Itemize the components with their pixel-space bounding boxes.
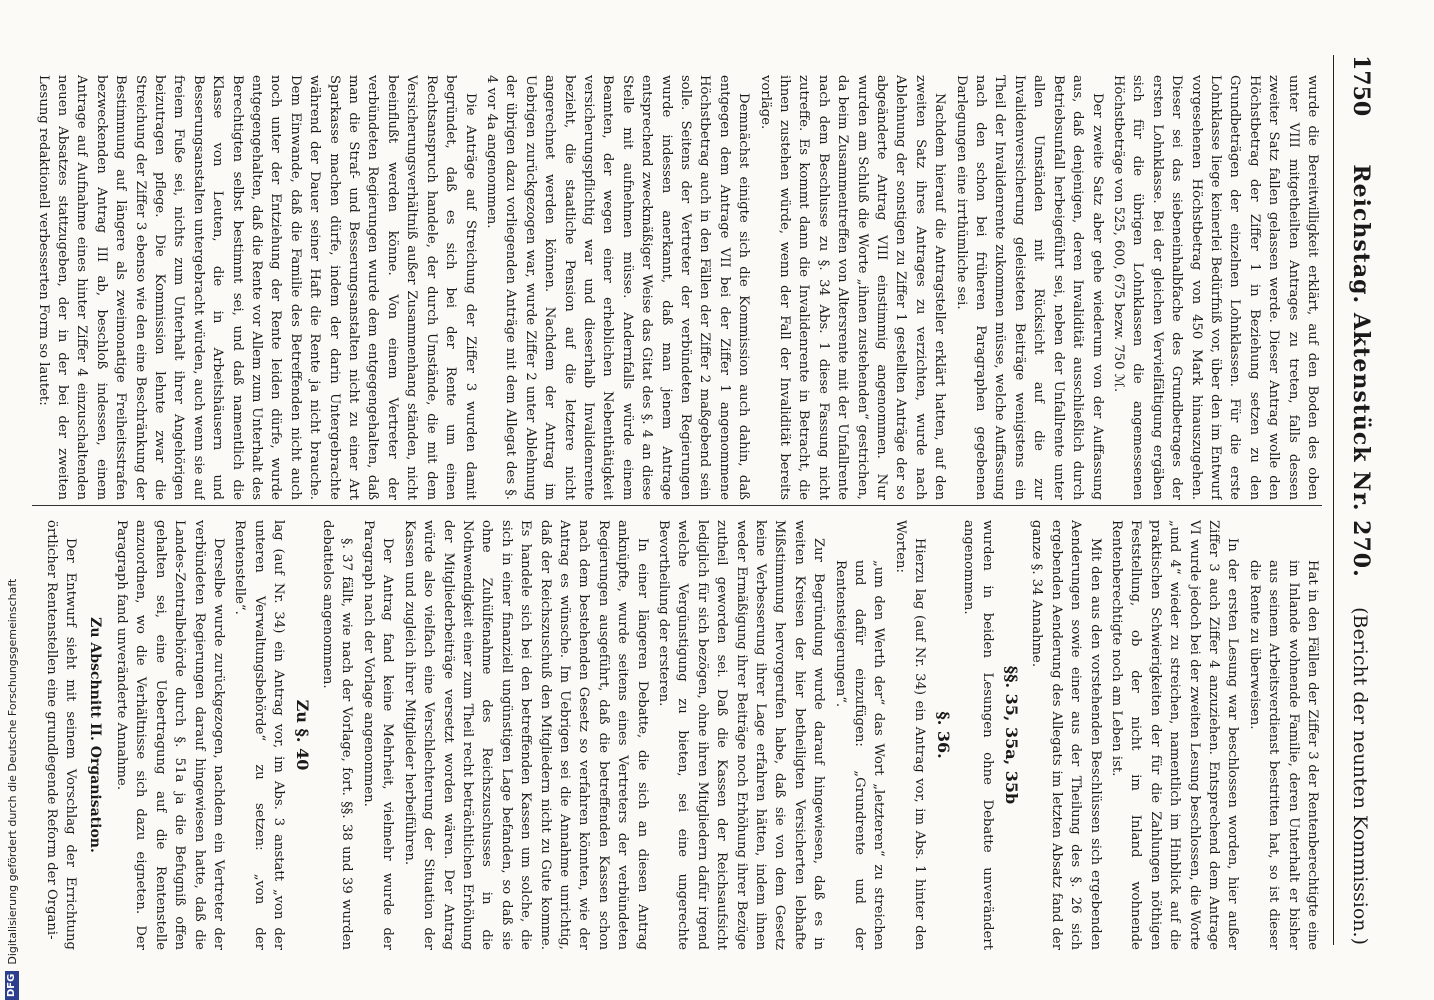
paragraph: lag (auf Nr. 34) ein Antrag vor, im Abs. 3 anstatt „von der unteren Verwaltungsbehörde“ zu setzen: „von der Rentenstelle“. [232,520,287,950]
sponsor-text: Digitalisierung gefördert durch die Deutsche Forschungsgemeinschaft [5,578,19,965]
paragraph: Der Antrag fand keine Mehrheit, vielmehr wurde der Paragraph nach der Vorlage angenommen. [360,520,396,950]
paragraph: Nachdem hierauf die Antragsteller erklärt hatten, auf den zweiten Satz ihres Antrages zu verzichten, wurde nach Ablehnung der sonstigen zu Ziffer 1 gestellten Anträge der so abgeänderte Antrag VIII einstimmig angenommen. Nur wurden am Schluß die Worte „ihnen zustehenden“ gestrichen, da beim Zusammentreffen von Altersrente mit der Unfallrente nach dem Beschlusse zu §. 34 Abs. 1 diese Fassung nicht zutreffe. Es kommt dann die Invalidenrente in Betracht, die ihnen zustehen würde, wenn der Fall der Invalidität bereits vorläge. [757,75,948,500]
dfg-logo: DFG [5,971,19,1000]
paragraph: Zur Begründung wurde darauf hingewiesen, daß es in weiten Kreisen der hier betheiligten Versicherten lebhafte Mißstimmung hervorgerufen habe, daß sie von dem Gesetz keine Verbesserung ihrer Lage erfahren hätten, indem ihnen weder Ermäßigung ihrer Beiträge noch Erhöhung ihrer Bezüge zutheil geworden sei. Daß die Kassen der Reichsaufsicht lediglich für sich bezögen, ohne ihren Mitgliedern dafür irgend welche Vergünstigung zu bieten, sei eine ungerechte Bevortheilung der ersteren. [656,520,827,950]
paragraph: Hierzu lag (auf Nr. 34) ein Antrag vor, im Abs. 1 hinter den Worten: [892,520,928,950]
quoted-paragraph: „um den Werth der“ das Wort „letzteren“ zu streichen und dafür einzufügen: „Grundrente und der Rentensteigerungen“. [832,560,887,950]
paragraph: Mit den aus den vorstehenden Beschlüssen sich ergebenden Aenderungen sowie einer aus der Theilung des §. 26 sich ergebenden Aenderung des Allegats im letzten Absatz fand der ganze §. 34 Annahme. [1029,520,1103,950]
paragraph: Derselbe wurde zurückgezogen, nachdem ein Vertreter der verbündeten Regierungen darauf hingewiesen hatte, daß die Landes-Zentralbehörde durch §. 51a ja die Befugniß offen gehalten sei, eine Uebertragung auf die Rentenstelle anzuordnen, wo die Verhältnisse sich dazu eigneten. Der Paragraph fand unveränderte Annahme. [114,520,227,950]
right-column [22,520,1322,950]
sponsor-line [4,0,20,1000]
section-heading: §§. 35, 35a, 35b [1001,665,1021,805]
paragraph: Die Anträge auf Streichung der Ziffer 3 wurden damit begründet, daß es sich bei der Rente um einen Rechtsanspruch handele, der durch Umstände, die mit dem Versicherungsverhältniß außer Zusammenhang ständen, nicht beeinflußt werden könne. Von einem Vertreter der verbündeten Regierungen wurde dem entgegengehalten, daß man die Straf- und Besserungsanstalten nicht zu einer Art Sparkasse machen dürfe, indem der darin Untergebrachte während der Dauer seiner Haft die Rente ja nicht brauche. Dem Einwande, daß die Familie des Betreffenden nicht auch noch unter der Entziehung der Rente leiden dürfe, wurde entgegengehalten, daß die Rente vor Allem zum Unterhalt des Berechtigten selbst bestimmt sei, und daß namentlich die Klasse von Leuten, die in Arbeitshäusern und Besserungsanstalten untergebracht würden, auch wenn sie auf freiem Fuße sei, nichts zum Unterhalt ihrer Angehörigen beizutragen pflege. Die Kommission lehnte zwar die Streichung der Ziffer 3 ebenso wie den eine Beschränkung der Bestimmung auf längere als zweimonatige Freiheitsstrafen bezweckenden Antrag III ab, beschloß indessen, einem Antrage auf Aufnahme eines hinter Ziffer 4 einzuschaltenden neuen Absatzes stattzugeben, der in der bei der zweiten Lesung redaktionell verbesserten Form so lautet: [35,75,478,500]
section-heading: Zu §. 40 [292,699,312,771]
paragraph: In einer längeren Debatte, die sich an diesen Antrag anknüpfte, wurde seitens eines Vertreters der verbündeten Regierungen ausgeführt, daß die betreffenden Kassen schon nach dem bestehenden Gesetz so verfahren könnten, wie der Antrag es wünsche. Im Uebrigen sei die Annahme unrichtig, daß der Reichszuschuß den Mitgliedern nicht zu Gute komme. Es handele sich bei den betreffenden Kassen um solche, die sich in einer finanziell ungünstigen Lage befanden, so daß sie ohne Zuhülfenahme des Reichszuschusses in die Nothwendigkeit einer zum Theil recht beträchtlichen Erhöhung der Mitgliederbeiträge versetzt worden wären. Der Antrag würde also vielfach eine Verschlechterung der Situation der Kassen und zugleich ihrer Mitglieder herbeiführen. [401,520,650,950]
page-header [1333,55,1374,945]
quoted-paragraph: Hat in den Fällen der Ziffer 3 der Rentenberechtigte eine im Inlande wohnende Familie, deren Unterhalt er bisher aus seinem Arbeitsverdienst bestritten hat, so ist dieser die Rente zu überweisen. [1246,560,1320,950]
paragraph: Der zweite Satz aber gehe wiederum von der Auffassung aus, daß denjenigen, deren Invalidität ausschließlich durch Betriebsunfall herbeigeführt sei, neben der Unfallrente unter allen Umständen mit Rücksicht auf die zur Invalidenversicherung geleisteten Beiträge wenigstens ein Theil der Invalidenrente zukommen müsse, welche Auffassung nach den schon bei früheren Paragraphen gegebenen Darlegungen eine irrthümliche sei. [953,75,1105,500]
left-column [22,75,1322,500]
section-heading: Zu Abschnitt II. Organisation. [86,617,103,853]
paragraph: Demnächst einigte sich die Kommission auch dahin, daß entgegen dem Antrage VII bei der Ziffer 1 angenommene Höchstbetrag auch in den Fällen der Ziffer 2 maßgebend sein solle. Seitens der Vertreter der verbündeten Regierungen wurde indessen anerkannt, daß man jenem Antrage entsprechend zweckmäßiger Weise das Gitat des §. 4 an diese Stelle mit aufnehmen müsse. Andernfalls würde einem Beamten, der wegen einer erheblichen Nebenthätigkeit versicherungspflichtig war und dieserhalb Invalidenrente bezieht, die staatliche Pension auf die letztere nicht angerechnet werden können. Nachdem der Antrag im Uebrigen zurückgezogen war, wurde Ziffer 2 unter Ablehnung der übrigen dazu vorliegenden Anträge mit dem Allegat des §. 4 vor 4a angenommen. [483,75,752,500]
paragraph: In der ersten Lesung war beschlossen worden, hier außer Ziffer 3 auch Ziffer 4 anzuziehen. Entsprechend dem Antrage VI wurde jedoch bei der zweiten Lesung beschlossen, die Worte „und 4“ wieder zu streichen, namentlich im Hinblick auf die praktischen Schwierigkeiten der für die Zahlungen nöthigen Feststellung, ob der nicht im Inland wohnende Rentenberechtigte noch am Leben ist. [1108,520,1241,950]
column-divider [32,505,1322,506]
paragraph: Der Entwurf sieht mit seinem Vorschlag der Errichtung örtlicher Rentenstellen eine grundlegende Reform der Organi- [43,520,79,950]
page-number: 1750 [1348,55,1374,117]
paragraph: §. 37 fällt, wie nach der Vorlage, fort. §§. 38 und 39 wurden debattelos angenommen. [320,520,355,950]
paragraph: wurden in beiden Lesungen ohne Debatte unverändert angenommen. [961,520,996,950]
page-title: Reichstag. Aktenstück Nr. 270. [1348,164,1374,578]
page-subtitle: (Bericht der neunten Kommission.) [1349,607,1371,945]
paragraph: wurde die Bereitwilligkeit erklärt, auf den Boden des oben unter VIII mitgetheilten Antrages zu treten, falls dessen zweiter Satz fallen gelassen werde. Dieser Antrag wolle den Höchstbetrag der Ziffer 1 in Beziehung setzen zu den Grundbeträgen der einzelnen Lohnklassen. Für die erste Lohnklasse liege keinerlei Bedürfniß vor, über den im Entwurf vorgesehenen Höchstbetrag von 450 Mark hinauszugehen. Dieser sei das siebeneinhalbfache des Grundbetrages der ersten Lohnklasse. Bei der gleichen Vervielfältigung ergäben sich für die übrigen Lohnklassen die angemessenen Höchstbeträge von 525, 600, 675 bezw. 750 ℳ. [1110,75,1320,500]
section-heading: §. 36. [933,711,953,759]
